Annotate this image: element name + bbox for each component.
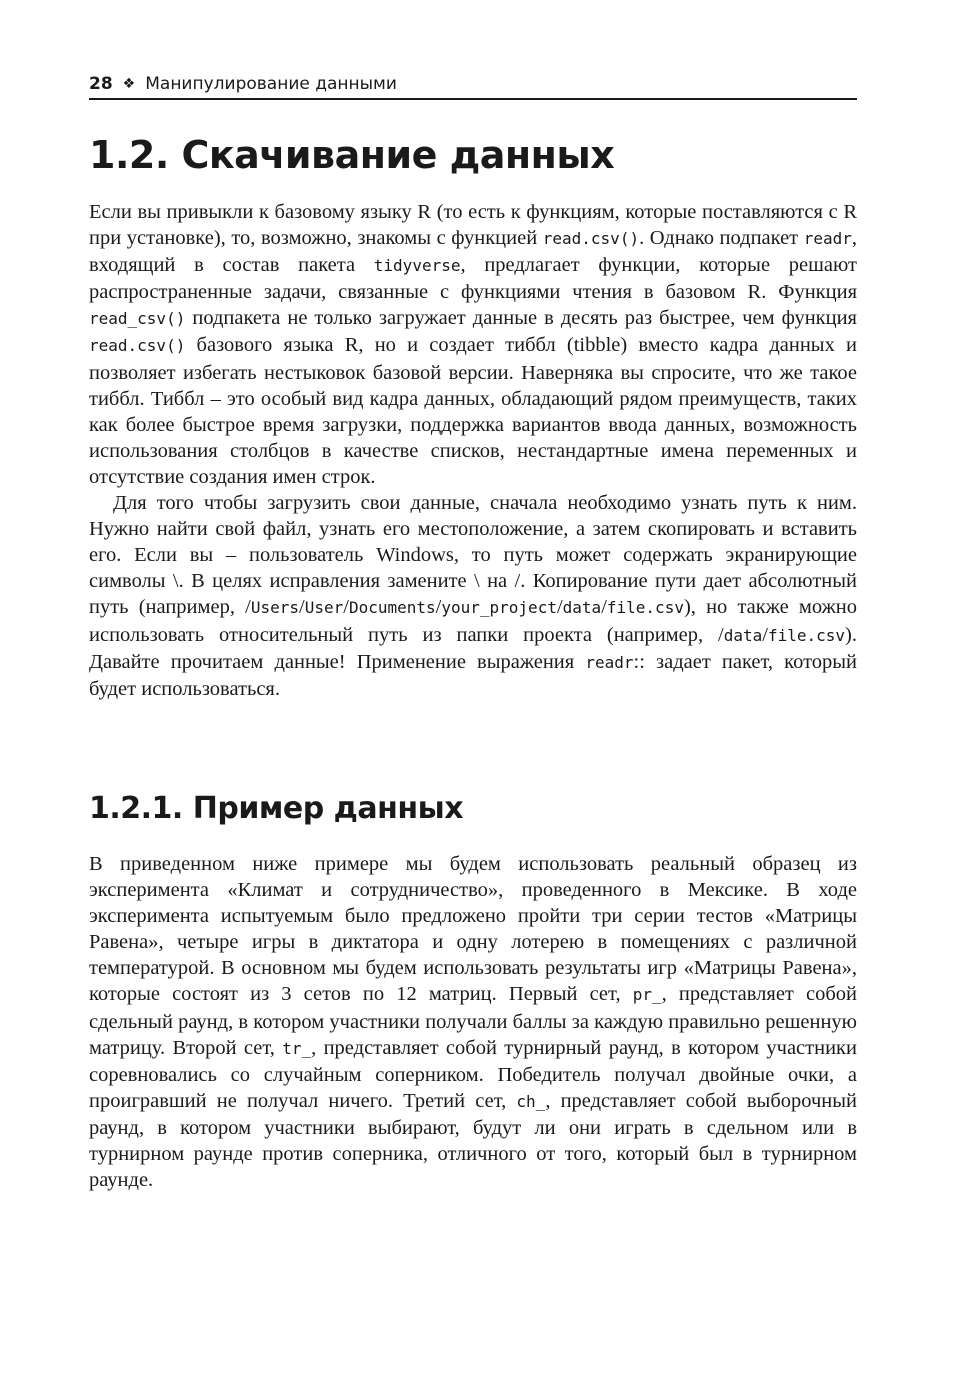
inline-code: data [723, 625, 763, 645]
inline-code: tidyverse [373, 256, 461, 276]
inline-code: file.csv [606, 598, 684, 618]
section-heading: 1.2. Скачивание данных [89, 133, 615, 177]
page-number: 28 [89, 74, 113, 94]
inline-code: read_csv() [89, 309, 186, 329]
inline-code: Documents [348, 598, 436, 618]
subsection-body [89, 851, 857, 1193]
inline-code: pr_ [632, 985, 662, 1005]
inline-code: your_project [441, 598, 557, 618]
inline-code: data [562, 598, 602, 618]
diamond-ornament-icon: ❖ [122, 76, 136, 92]
inline-code: file.csv [767, 625, 846, 645]
paragraph: В приведенном ниже примере мы будем использовать реальный образец из эксперимента «Климат и сотрудничество», проведенного в Мексике. В ходе эксперимента испытуемым было предложено пройти три серии тестов «Матрицы Равена», четыре игры в диктатора и одну лотерею в помещениях с различной температурой. В основном мы будем использовать результаты игр «Матрицы Равена», которые состоят из 3 сетов по 12 матриц. Первый сет, pr_, представляет собой сдельный раунд, в котором участники получали баллы за каждую правильно решенную матрицу. Второй сет, tr_, представляет собой турнирный раунд, в котором участники соревновались со случайным соперником. Победитель получал двойные очки, а проигравший не получал ничего. Третий сет, ch_, представляет собой выборочный раунд, в котором участники выбирают, будут ли они играть в сдельном или в турнирном раунде против соперника, отличного от того, который был в турнирном раунде. [89, 853, 858, 1192]
inline-code: read.csv() [89, 336, 186, 356]
chapter-title: Манипулирование данными [145, 74, 397, 94]
inline-code: tr_ [282, 1038, 312, 1058]
inline-code: ch_ [516, 1091, 546, 1111]
section-body [89, 199, 857, 702]
inline-code: User [304, 598, 344, 618]
inline-code: readr [585, 652, 634, 672]
running-header [89, 70, 857, 100]
subsection-heading: 1.2.1. Пример данных [89, 791, 464, 826]
paragraph: Если вы привыкли к базовому языку R (то есть к функциям, которые поставляются с R при установке), то, возможно, знакомы с функцией read.csv(). Однако подпакет readr, входящий в состав пакета tidyverse, предлагает функции, которые решают распространенные задачи, связанные с функциями чтения в базовом R. Функция read_csv() подпакета не только загружает данные в десять раз быстрее, чем функция read.csv() базового языка R, но и создает тиббл (tibble) вместо кадра данных и позволяет избегать нестыковок базовой версии. Наверняка вы спросите, что же такое тиббл. Тиббл – это особый вид кадра данных, обладающий рядом преимуществ, таких как более быстрое время загрузки, поддержка вариантов ввода данных, возможность использования столбцов в качестве списков, нестандартные имена переменных и отсутствие создания имен строк. [89, 201, 857, 488]
paragraph: Для того чтобы загрузить свои данные, сначала необходимо узнать путь к ним. Нужно найти свой файл, узнать его местоположение, а затем скопировать и вставить его. Если вы – пользователь Windows, то путь может содержать экранирующие символы \. В целях исправления замените \ на /. Копирование пути дает абсолютный путь (например, /Users/User/Documents/your_project/data/file.csv), но также можно использовать относительный путь из папки проекта (например, /data/file.csv). Давайте прочитаем данные! Применение выражения readr:: задает пакет, который будет использоваться. [89, 492, 857, 700]
inline-code: read.csv() [542, 229, 640, 249]
inline-code: readr [803, 229, 852, 249]
inline-code: Users [250, 598, 300, 618]
